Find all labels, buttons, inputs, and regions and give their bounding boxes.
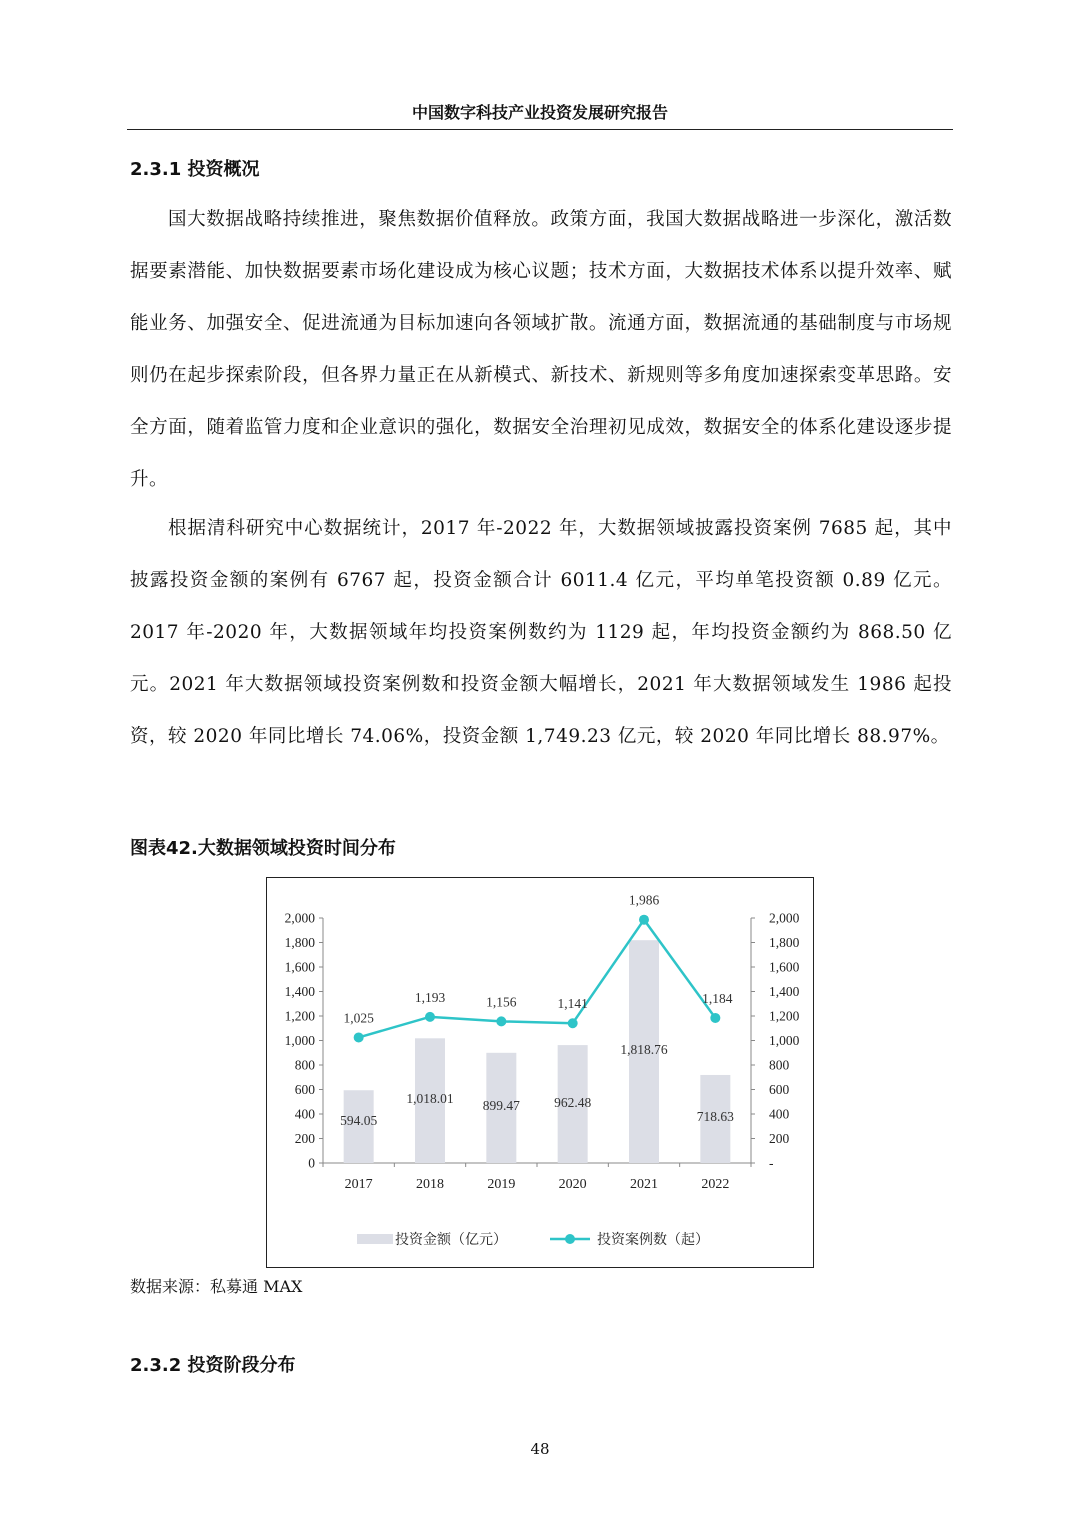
line-point-investment-cases: [639, 915, 649, 925]
right-axis-tick-label: 1,600: [769, 959, 800, 975]
right-axis-tick-label: 1,000: [769, 1033, 800, 1048]
line-data-label: 1,193: [414, 989, 446, 1005]
right-axis-tick-label: 600: [769, 1082, 790, 1097]
section-heading-overview: 2.3.1 投资概况: [130, 159, 260, 180]
chart-frame: [266, 877, 814, 1268]
bar-data-label: 594.05: [340, 1113, 378, 1128]
line-point-investment-cases: [568, 1018, 578, 1028]
line-data-label: 1,141: [557, 996, 588, 1012]
paragraph-statistics: 根据清科研究中心数据统计，2017 年-2022 年，大数据领域披露投资案例 7685 起，其中披露投资金额的案例有 6767 起，投资金额合计 6011.4 亿元，平均单笔投资额 0.89 亿元。2017 年-2020 年，大数据领域年均投资案例数约为 1129 起，年均投资金额约为 868.50 亿元。2021 年大数据领域投资案例数和投资金额大幅增长，2021 年大数据领域发生 1986 起投资，较 2020 年同比增长 74.06%，投资金额 1,749.23 亿元，较 2020 年同比增长 88.97%。: [130, 518, 952, 747]
line-point-investment-cases: [425, 1012, 435, 1022]
x-axis-tick-label: 2019: [487, 1177, 516, 1192]
data-source: 数据来源：私募通 MAX: [130, 1277, 303, 1296]
legend-label-line: 投资案例数（起）: [597, 1233, 709, 1248]
line-point-investment-cases: [710, 1013, 720, 1023]
x-axis-tick-label: 2022: [701, 1177, 730, 1192]
legend-swatch-bar: [357, 1234, 393, 1244]
paragraph-strategy: 国大数据战略持续推进，聚焦数据价值释放。政策方面，我国大数据战略进一步深化，激活数据要素潜能、加快数据要素市场化建设成为核心议题；技术方面，大数据技术体系以提升效率、赋能业务、加强安全、促进流通为目标加速向各领域扩散。流通方面，数据流通的基础制度与市场规则仍在起步探索阶段，但各界力量正在从新模式、新技术、新规则等多角度加速探索变革思路。安全方面，随着监管力度和企业意识的强化，数据安全治理初见成效，数据安全的体系化建设逐步提升。: [130, 209, 952, 490]
x-axis-tick-label: 2021: [630, 1177, 658, 1192]
legend-marker-line: [565, 1234, 575, 1244]
bar-data-label: 1,818.76: [620, 1042, 668, 1057]
right-axis-tick-label: -: [769, 1155, 774, 1171]
left-axis-tick-label: 1,000: [284, 1033, 315, 1048]
right-axis-tick-label: 1,800: [769, 935, 800, 950]
left-axis-tick-label: 400: [294, 1106, 315, 1122]
left-axis-tick-label: 1,600: [284, 959, 315, 975]
right-axis-tick-label: 200: [769, 1131, 790, 1146]
page-number: 48: [530, 1440, 550, 1458]
right-axis-tick-label: 1,200: [769, 1008, 800, 1024]
bar-data-label: 718.63: [696, 1109, 734, 1124]
bar-data-label: 1,018.01: [406, 1091, 454, 1106]
line-data-label: 1,156: [486, 994, 517, 1010]
right-axis-tick-label: 1,400: [769, 984, 800, 999]
section-heading-stage: 2.3.2 投资阶段分布: [130, 1355, 296, 1376]
bar-data-label: 899.47: [482, 1098, 520, 1113]
line-point-investment-cases: [354, 1032, 364, 1042]
line-data-label: 1,184: [702, 990, 733, 1006]
line-data-label: 1,986: [628, 892, 660, 908]
left-axis-tick-label: 1,400: [284, 984, 315, 999]
line-investment-cases: [359, 920, 716, 1038]
left-axis-tick-label: 2,000: [284, 910, 315, 926]
left-axis-tick-label: 600: [294, 1082, 315, 1097]
report-header: 中国数字科技产业投资发展研究报告: [127, 97, 953, 130]
line-data-label: 1,025: [343, 1010, 374, 1026]
right-axis-tick-label: 2,000: [769, 910, 800, 926]
left-axis-tick-label: 1,200: [284, 1008, 315, 1024]
x-axis-tick-label: 2018: [416, 1177, 444, 1192]
right-axis-tick-label: 400: [769, 1106, 790, 1122]
line-point-investment-cases: [496, 1016, 506, 1026]
x-axis-tick-label: 2020: [558, 1177, 587, 1192]
left-axis-tick-label: 1,800: [284, 935, 315, 950]
x-axis-tick-label: 2017: [344, 1177, 373, 1192]
investment-chart: [267, 878, 813, 1267]
left-axis-tick-label: 800: [294, 1057, 315, 1073]
figure-caption: 图表42.大数据领域投资时间分布: [130, 838, 396, 859]
right-axis-tick-label: 800: [769, 1057, 790, 1073]
bar-data-label: 962.48: [554, 1095, 592, 1110]
left-axis-tick-label: 200: [294, 1131, 315, 1146]
legend-label-bar: 投资金额（亿元）: [395, 1233, 507, 1248]
left-axis-tick-label: 0: [308, 1155, 315, 1171]
